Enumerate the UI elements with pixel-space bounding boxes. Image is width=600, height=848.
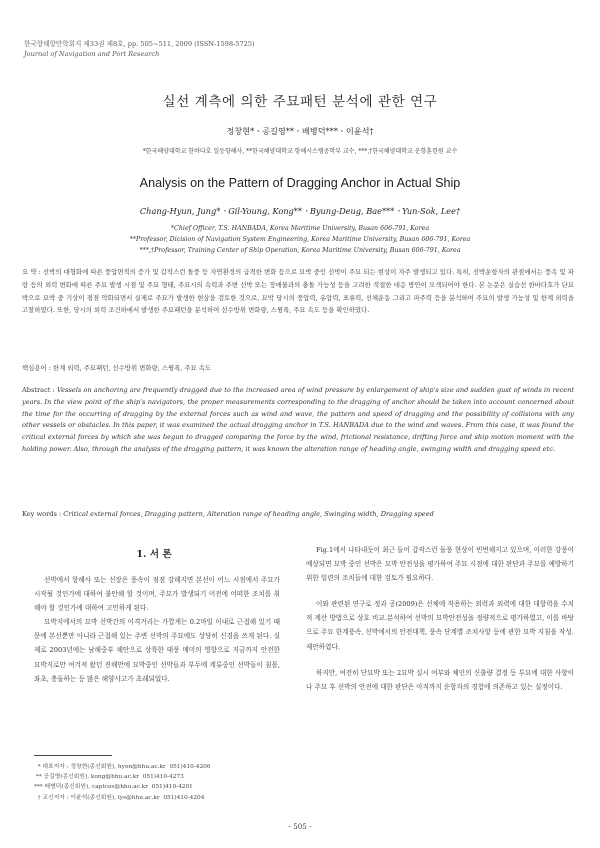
keywords-english [22,510,574,518]
affiliations-english [0,223,600,256]
footnotes [34,762,334,803]
journal-header [24,39,255,59]
journal-header-line2: Journal of Navigation and Port Research [24,50,160,58]
footnote-line: ** 공길영(종신회원), kong@hhu.ac.kr 051)410-4273 [34,774,184,781]
paper-title-korean: 실선 계측에 의한 주묘패턴 분석에 관한 연구 [162,94,438,110]
keywords-english-body: Critical external forces, Dragging pattern, Alteration range of heading angle, Swinging width, Dragging speed [63,510,434,518]
page-number: - 505 - [288,822,312,831]
authors-english: Chang-Hyun, Jung*ㆍGil-Young, Kong**ㆍByung-Deug, Bae***ㆍYun-Sok, Lee† [139,206,461,216]
body-column-left [34,573,280,686]
body-paragraph: 이와 관련된 연구로 정과 공(2009)은 선체에 작용하는 외력과 외력에 대한 대항력을 수치적 계산 방법으로 상호 비교․분석하여 선박의 묘박안전성을 정량적으로 평가하였고, 이를 바탕으로 주묘 한계풍속, 선박에서의 안전대책, 풍속 단계별 조치사항 등에 관한 묘박 지침을 작성․제안하였다. [306,600,574,651]
abstract-english [22,385,574,456]
authors-korean: 정창현*ㆍ공길영**ㆍ배병덕***ㆍ이윤석† [226,126,374,136]
keywords-korean: 핵심용어 : 한계 외력, 주묘패턴, 선수방위 변화량, 스윙폭, 주묘 속도 [22,364,212,372]
body-column-right [306,543,574,694]
footnote-line: *** 배병덕(종신회원), captcos@hhu.ac.kr 051)410-4201 [34,784,193,791]
affiliation-english-line: ***,†Professor, Training Center of Ship Operation, Korea Maritime University, Busan 606-791, Korea [139,247,461,254]
body-paragraph: 선박에서 항해사 또는 선장은 풍속이 점점 강해지면 본선이 어느 시점에서 주묘가 시작될 것인가에 대하여 불안해 할 것이며, 주묘가 발생되기 이전에 어떠한 조치를 취해야 할 것인가에 대하여 고민하게 된다. [34,576,280,613]
journal-header-line1: 한국항해항만학회지 제33권 제8호, pp. 505~511, 2009 (ISSN-1598-5725) [24,40,255,48]
abstract-english-label: Abstract : [22,386,57,394]
abstract-korean: 요 약 : 선박의 대형화에 따른 풍압면적의 증가 및 갑작스런 돌풍 등 자연환경의 급격한 변화 등으로 묘박 중인 선박이 주묘 되는 현상이 자주 발생되고 있다. 특히, 선박운항자의 관점에서는 풍속 및 파랑 등의 외력 변화에 따른 주묘 발생 시점 및 주묘 형태, 주묘시의 속력과 주변 선박 또는 장애물과의 충돌 가능성 등을 고려한 적절한 대응 방안이 모색되어야 한다. 본 논문은 실습선 한바다호가 단묘박으로 묘박 중 기상이 점점 악화되면서 실제로 주묘가 발생한 현상을 검토한 것으로, 묘박 당시의 풍압력, 유압력, 표류력, 선체운동 그리고 파주력 등을 분석하여 주묘의 발생 가능성 및 한계 외력을 고찰하였다. 또한, 당시의 외력 조건하에서 발생한 주묘패턴을 분석하여 선수방위 변화량, 스윙폭, 주묘 속도 등을 확인하였다. [22,268,574,315]
affiliation-korean: *한국해양대학교 한바다호 일등항해사, **한국해양대학교 항해시스템공학부 교수, ***,†한국해양대학교 운항훈련원 교수 [142,148,458,155]
footnote-line: † 교신저자 : 이윤석(종신회원), lys@hhu.ac.kr 051)410-4204 [34,794,205,801]
affiliation-english-line: **Professor, Dicision of Navigation System Engineering, Korea Maritime University, Busan 606-791, Korea [129,236,471,243]
footnote-line: * 대표저자 : 정창현(종신회원), hyon@hhu.ac.kr 051)410-4206 [34,764,211,770]
section-title-introduction: 1. 서 론 [136,549,172,560]
body-paragraph: 하지만, 여전히 단묘박 또는 2묘박 실시 여부와 체인의 신출량 결정 등 투묘에 대한 사항이나 주묘 후 선박의 안전에 대한 판단은 아직까지 운항자의 경험에 의존하고 있는 실정이다. [306,668,574,691]
abstract-english-body: Vessels on anchoring are frequently dragged due to the increased area of wind pressure by enlargement of ship's size and sudden gust of winds in recent years. In the view point of the ship's navigators, the proper measurements corresponding to the dragging of anchor should be taken into account concerned about the time for the occurring of dragging by the external forces such as wind and wave, the pattern and speed of dragging and the possibility of collisions with any other vessels or obstacles. In this paper, it was examined the actual dragging anchor in T.S. HANBADA due to the wind and waves. From this case, it was found the critical external forces by which she was begun to dragged comparing the force by the wind, frictional resistance, drifting force and ship motion moment with the holding power. Also, through the analysis of the dragging pattern, it was known the alteration range of heading angle, swinging width and dragging speed etc. [22,386,574,453]
affiliation-english-line: *Chief Officer, T.S. HANBADA, Korea Maritime University, Busan 606-791, Korea [170,225,430,232]
footnote-divider [34,755,112,756]
paper-title-english: Analysis on the Pattern of Dragging Anchor in Actual Ship [139,176,461,190]
body-paragraph: 묘박지에서의 묘박 선박간의 이격거리는 가깝게는 0.2마일 이내로 근접해 있기 때문에 본선뿐만 아니라 근접해 있는 주변 선박의 주묘에도 상당히 신경을 쓰게 된다. 실제로 2003년에는 남해중부 해안으로 상륙한 태풍 매미의 영향으로 지금까지 안전한 묘박지로만 여겨져 왔던 진해만에 묘박중인 선박들과 부두에 계류중인 선박들이 침몰, 좌초, 충돌하는 등 많은 해양사고가 초래되었다. [34,618,280,683]
keywords-english-label: Key words : [22,510,64,518]
body-paragraph: Fig.1에서 나타내듯이 최근 들어 갑작스런 돌풍 현상이 빈번해지고 있으며, 이러한 강풍이 예상되면 묘박 중인 선박은 묘박 안전성을 평가하여 주묘 시점에 대한 판단과 주묘를 예방하기 위한 일련의 조치들에 대한 검토가 필요하다. [306,546,574,583]
